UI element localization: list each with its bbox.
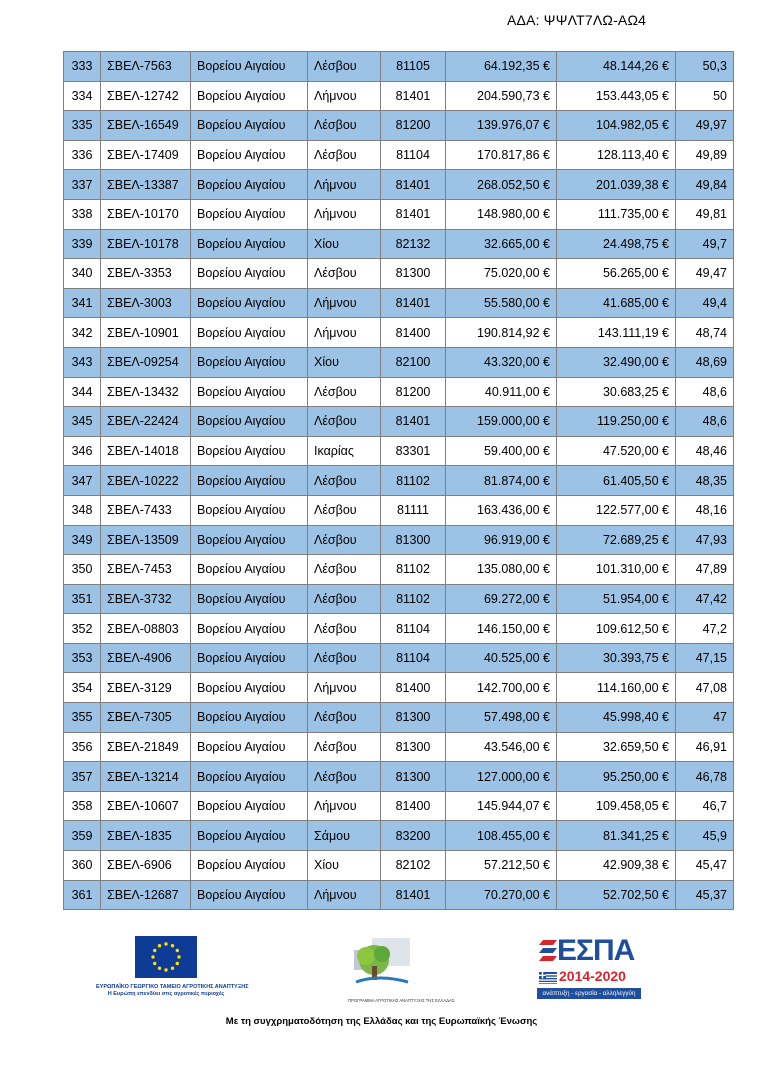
row-number-cell: 343 xyxy=(64,347,101,377)
postal-code-cell: 81400 xyxy=(381,673,446,703)
table-row xyxy=(64,81,734,111)
score-cell: 47,42 xyxy=(676,584,734,614)
application-code-cell: ΣΒΕΛ-10901 xyxy=(101,318,191,348)
postal-code-cell: 82132 xyxy=(381,229,446,259)
row-number-cell: 348 xyxy=(64,495,101,525)
score-cell: 50 xyxy=(676,81,734,111)
table-row xyxy=(64,821,734,851)
application-code-cell: ΣΒΕΛ-21849 xyxy=(101,732,191,762)
score-cell: 49,97 xyxy=(676,111,734,141)
postal-code-cell: 81200 xyxy=(381,111,446,141)
application-code-cell: ΣΒΕΛ-09254 xyxy=(101,347,191,377)
score-cell: 47,08 xyxy=(676,673,734,703)
score-cell: 46,7 xyxy=(676,791,734,821)
table-row xyxy=(64,407,734,437)
total-budget-cell: 57.498,00 € xyxy=(446,703,557,733)
application-code-cell: ΣΒΕΛ-14018 xyxy=(101,436,191,466)
regional-unit-cell: Λέσβου xyxy=(308,495,381,525)
regional-unit-cell: Λέσβου xyxy=(308,555,381,585)
regional-unit-cell: Λήμνου xyxy=(308,673,381,703)
row-number-cell: 351 xyxy=(64,584,101,614)
region-cell: Βορείου Αιγαίου xyxy=(191,614,308,644)
application-code-cell: ΣΒΕΛ-22424 xyxy=(101,407,191,437)
region-cell: Βορείου Αιγαίου xyxy=(191,584,308,614)
regional-unit-cell: Λέσβου xyxy=(308,643,381,673)
score-cell: 47,2 xyxy=(676,614,734,644)
regional-unit-cell: Λέσβου xyxy=(308,140,381,170)
table-row xyxy=(64,288,734,318)
total-budget-cell: 32.665,00 € xyxy=(446,229,557,259)
region-cell: Βορείου Αιγαίου xyxy=(191,199,308,229)
eu-star-icon xyxy=(151,955,154,958)
total-budget-cell: 81.874,00 € xyxy=(446,466,557,496)
row-number-cell: 339 xyxy=(64,229,101,259)
espa-stripes-icon xyxy=(537,936,559,966)
regional-unit-cell: Λέσβου xyxy=(308,525,381,555)
table-row xyxy=(64,525,734,555)
public-expenditure-cell: 101.310,00 € xyxy=(557,555,676,585)
postal-code-cell: 81102 xyxy=(381,466,446,496)
row-number-cell: 355 xyxy=(64,703,101,733)
application-code-cell: ΣΒΕΛ-16549 xyxy=(101,111,191,141)
regional-unit-cell: Λήμνου xyxy=(308,288,381,318)
postal-code-cell: 81401 xyxy=(381,81,446,111)
row-number-cell: 333 xyxy=(64,52,101,82)
application-code-cell: ΣΒΕΛ-7433 xyxy=(101,495,191,525)
row-number-cell: 344 xyxy=(64,377,101,407)
eu-caption-1: ΕΥΡΩΠΑΪΚΟ ΓΕΩΡΓΙΚΟ ΤΑΜΕΙΟ ΑΓΡΟΤΙΚΗΣ ΑΝΑΠΤΥΞΗΣ xyxy=(96,984,249,990)
score-cell: 48,46 xyxy=(676,436,734,466)
greek-flag-icon xyxy=(539,972,557,984)
public-expenditure-cell: 81.341,25 € xyxy=(557,821,676,851)
beneficiaries-table xyxy=(63,51,734,910)
eu-star-icon xyxy=(153,949,156,952)
footer-logos xyxy=(0,936,763,1016)
row-number-cell: 347 xyxy=(64,466,101,496)
region-cell: Βορείου Αιγαίου xyxy=(191,52,308,82)
table-row xyxy=(64,584,734,614)
postal-code-cell: 81300 xyxy=(381,525,446,555)
total-budget-cell: 190.814,92 € xyxy=(446,318,557,348)
regional-unit-cell: Σάμου xyxy=(308,821,381,851)
table-row xyxy=(64,851,734,881)
region-cell: Βορείου Αιγαίου xyxy=(191,703,308,733)
public-expenditure-cell: 72.689,25 € xyxy=(557,525,676,555)
table-row xyxy=(64,347,734,377)
total-budget-cell: 142.700,00 € xyxy=(446,673,557,703)
total-budget-cell: 139.976,07 € xyxy=(446,111,557,141)
score-cell: 48,35 xyxy=(676,466,734,496)
application-code-cell: ΣΒΕΛ-13214 xyxy=(101,762,191,792)
application-code-cell: ΣΒΕΛ-7453 xyxy=(101,555,191,585)
table-row xyxy=(64,614,734,644)
postal-code-cell: 82100 xyxy=(381,347,446,377)
region-cell: Βορείου Αιγαίου xyxy=(191,407,308,437)
regional-unit-cell: Λέσβου xyxy=(308,762,381,792)
row-number-cell: 342 xyxy=(64,318,101,348)
public-expenditure-cell: 42.909,38 € xyxy=(557,851,676,881)
region-cell: Βορείου Αιγαίου xyxy=(191,880,308,910)
postal-code-cell: 81401 xyxy=(381,288,446,318)
regional-unit-cell: Λέσβου xyxy=(308,111,381,141)
public-expenditure-cell: 111.735,00 € xyxy=(557,199,676,229)
postal-code-cell: 83200 xyxy=(381,821,446,851)
postal-code-cell: 81104 xyxy=(381,614,446,644)
row-number-cell: 352 xyxy=(64,614,101,644)
row-number-cell: 350 xyxy=(64,555,101,585)
total-budget-cell: 108.455,00 € xyxy=(446,821,557,851)
postal-code-cell: 81401 xyxy=(381,880,446,910)
postal-code-cell: 81400 xyxy=(381,791,446,821)
region-cell: Βορείου Αιγαίου xyxy=(191,732,308,762)
row-number-cell: 334 xyxy=(64,81,101,111)
total-budget-cell: 40.911,00 € xyxy=(446,377,557,407)
row-number-cell: 359 xyxy=(64,821,101,851)
total-budget-cell: 148.980,00 € xyxy=(446,199,557,229)
region-cell: Βορείου Αιγαίου xyxy=(191,377,308,407)
score-cell: 49,81 xyxy=(676,199,734,229)
total-budget-cell: 170.817,86 € xyxy=(446,140,557,170)
regional-unit-cell: Λήμνου xyxy=(308,791,381,821)
regional-unit-cell: Λέσβου xyxy=(308,703,381,733)
postal-code-cell: 81300 xyxy=(381,732,446,762)
region-cell: Βορείου Αιγαίου xyxy=(191,851,308,881)
row-number-cell: 335 xyxy=(64,111,101,141)
region-cell: Βορείου Αιγαίου xyxy=(191,525,308,555)
row-number-cell: 361 xyxy=(64,880,101,910)
regional-unit-cell: Λήμνου xyxy=(308,880,381,910)
regional-unit-cell: Λέσβου xyxy=(308,466,381,496)
total-budget-cell: 64.192,35 € xyxy=(446,52,557,82)
score-cell: 47 xyxy=(676,703,734,733)
table-row xyxy=(64,880,734,910)
public-expenditure-cell: 109.612,50 € xyxy=(557,614,676,644)
row-number-cell: 338 xyxy=(64,199,101,229)
region-cell: Βορείου Αιγαίου xyxy=(191,140,308,170)
eu-star-icon xyxy=(164,968,167,971)
table-row xyxy=(64,555,734,585)
region-cell: Βορείου Αιγαίου xyxy=(191,821,308,851)
region-cell: Βορείου Αιγαίου xyxy=(191,288,308,318)
regional-unit-cell: Λέσβου xyxy=(308,259,381,289)
score-cell: 48,16 xyxy=(676,495,734,525)
postal-code-cell: 81102 xyxy=(381,584,446,614)
region-cell: Βορείου Αιγαίου xyxy=(191,229,308,259)
total-budget-cell: 59.400,00 € xyxy=(446,436,557,466)
postal-code-cell: 81300 xyxy=(381,259,446,289)
espa-logo xyxy=(537,934,641,997)
public-expenditure-cell: 143.111,19 € xyxy=(557,318,676,348)
score-cell: 46,91 xyxy=(676,732,734,762)
score-cell: 48,74 xyxy=(676,318,734,348)
table-row xyxy=(64,791,734,821)
public-expenditure-cell: 47.520,00 € xyxy=(557,436,676,466)
regional-unit-cell: Ικαρίας xyxy=(308,436,381,466)
region-cell: Βορείου Αιγαίου xyxy=(191,762,308,792)
total-budget-cell: 146.150,00 € xyxy=(446,614,557,644)
table-row xyxy=(64,259,734,289)
total-budget-cell: 159.000,00 € xyxy=(446,407,557,437)
eu-star-icon xyxy=(176,962,179,965)
public-expenditure-cell: 119.250,00 € xyxy=(557,407,676,437)
postal-code-cell: 81300 xyxy=(381,762,446,792)
postal-code-cell: 81111 xyxy=(381,495,446,525)
total-budget-cell: 55.580,00 € xyxy=(446,288,557,318)
public-expenditure-cell: 51.954,00 € xyxy=(557,584,676,614)
regional-unit-cell: Λέσβου xyxy=(308,377,381,407)
postal-code-cell: 81104 xyxy=(381,140,446,170)
table-row xyxy=(64,318,734,348)
region-cell: Βορείου Αιγαίου xyxy=(191,111,308,141)
postal-code-cell: 81300 xyxy=(381,703,446,733)
score-cell: 50,3 xyxy=(676,52,734,82)
table-row xyxy=(64,762,734,792)
regional-unit-cell: Λέσβου xyxy=(308,52,381,82)
public-expenditure-cell: 201.039,38 € xyxy=(557,170,676,200)
public-expenditure-cell: 128.113,40 € xyxy=(557,140,676,170)
total-budget-cell: 127.000,00 € xyxy=(446,762,557,792)
eu-star-icon xyxy=(153,962,156,965)
score-cell: 47,89 xyxy=(676,555,734,585)
total-budget-cell: 57.212,50 € xyxy=(446,851,557,881)
eu-star-icon xyxy=(171,944,174,947)
total-budget-cell: 135.080,00 € xyxy=(446,555,557,585)
score-cell: 48,6 xyxy=(676,377,734,407)
regional-unit-cell: Λέσβου xyxy=(308,407,381,437)
row-number-cell: 354 xyxy=(64,673,101,703)
regional-unit-cell: Λήμνου xyxy=(308,81,381,111)
table-row xyxy=(64,140,734,170)
public-expenditure-cell: 61.405,50 € xyxy=(557,466,676,496)
cofunding-statement: Με τη συγχρηματοδότηση της Ελλάδας και της Ευρωπαϊκής Ένωσης xyxy=(225,1016,538,1027)
postal-code-cell: 81401 xyxy=(381,170,446,200)
application-code-cell: ΣΒΕΛ-08803 xyxy=(101,614,191,644)
row-number-cell: 336 xyxy=(64,140,101,170)
total-budget-cell: 163.436,00 € xyxy=(446,495,557,525)
table-row xyxy=(64,466,734,496)
postal-code-cell: 81102 xyxy=(381,555,446,585)
score-cell: 48,69 xyxy=(676,347,734,377)
postal-code-cell: 81401 xyxy=(381,407,446,437)
program-caption: ΠΡΟΓΡΑΜΜΑ ΑΓΡΟΤΙΚΗΣ ΑΝΑΠΤΥΞΗΣ ΤΗΣ ΕΛΛΑΔΑΣ xyxy=(348,998,455,1003)
application-code-cell: ΣΒΕΛ-13509 xyxy=(101,525,191,555)
regional-unit-cell: Λέσβου xyxy=(308,732,381,762)
application-code-cell: ΣΒΕΛ-13387 xyxy=(101,170,191,200)
total-budget-cell: 69.272,00 € xyxy=(446,584,557,614)
postal-code-cell: 83301 xyxy=(381,436,446,466)
table-row xyxy=(64,673,734,703)
row-number-cell: 357 xyxy=(64,762,101,792)
public-expenditure-cell: 30.683,25 € xyxy=(557,377,676,407)
regional-unit-cell: Χίου xyxy=(308,347,381,377)
public-expenditure-cell: 45.998,40 € xyxy=(557,703,676,733)
region-cell: Βορείου Αιγαίου xyxy=(191,495,308,525)
public-expenditure-cell: 153.443,05 € xyxy=(557,81,676,111)
total-budget-cell: 75.020,00 € xyxy=(446,259,557,289)
public-expenditure-cell: 56.265,00 € xyxy=(557,259,676,289)
row-number-cell: 341 xyxy=(64,288,101,318)
espa-years: 2014-2020 xyxy=(559,968,626,984)
ada-code: ΑΔΑ: ΨΨΛΤ7ΛΩ-ΑΩ4 xyxy=(507,12,647,28)
public-expenditure-cell: 109.458,05 € xyxy=(557,791,676,821)
total-budget-cell: 268.052,50 € xyxy=(446,170,557,200)
postal-code-cell: 82102 xyxy=(381,851,446,881)
application-code-cell: ΣΒΕΛ-7563 xyxy=(101,52,191,82)
eu-star-icon xyxy=(158,944,161,947)
postal-code-cell: 81400 xyxy=(381,318,446,348)
region-cell: Βορείου Αιγαίου xyxy=(191,318,308,348)
application-code-cell: ΣΒΕΛ-7305 xyxy=(101,703,191,733)
eu-star-icon xyxy=(164,942,167,945)
table-row xyxy=(64,229,734,259)
eu-star-icon xyxy=(177,955,180,958)
application-code-cell: ΣΒΕΛ-3003 xyxy=(101,288,191,318)
postal-code-cell: 81401 xyxy=(381,199,446,229)
public-expenditure-cell: 48.144,26 € xyxy=(557,52,676,82)
eu-caption-2: Η Ευρώπη επενδύει στις αγροτικές περιοχές xyxy=(107,991,225,997)
region-cell: Βορείου Αιγαίου xyxy=(191,81,308,111)
regional-unit-cell: Λέσβου xyxy=(308,614,381,644)
score-cell: 49,4 xyxy=(676,288,734,318)
table-row xyxy=(64,703,734,733)
region-cell: Βορείου Αιγαίου xyxy=(191,466,308,496)
table-row xyxy=(64,732,734,762)
table-row xyxy=(64,377,734,407)
table-row xyxy=(64,52,734,82)
postal-code-cell: 81104 xyxy=(381,643,446,673)
table-row xyxy=(64,170,734,200)
region-cell: Βορείου Αιγαίου xyxy=(191,791,308,821)
postal-code-cell: 81105 xyxy=(381,52,446,82)
score-cell: 45,37 xyxy=(676,880,734,910)
total-budget-cell: 43.320,00 € xyxy=(446,347,557,377)
row-number-cell: 360 xyxy=(64,851,101,881)
application-code-cell: ΣΒΕΛ-12687 xyxy=(101,880,191,910)
row-number-cell: 337 xyxy=(64,170,101,200)
public-expenditure-cell: 122.577,00 € xyxy=(557,495,676,525)
public-expenditure-cell: 114.160,00 € xyxy=(557,673,676,703)
public-expenditure-cell: 32.490,00 € xyxy=(557,347,676,377)
espa-slogan: ανάπτυξη - εργασία - αλληλεγγύη xyxy=(537,988,641,999)
rural-development-program-logo xyxy=(348,936,455,1004)
eu-star-icon xyxy=(176,949,179,952)
region-cell: Βορείου Αιγαίου xyxy=(191,555,308,585)
table-row xyxy=(64,643,734,673)
application-code-cell: ΣΒΕΛ-12742 xyxy=(101,81,191,111)
application-code-cell: ΣΒΕΛ-10607 xyxy=(101,791,191,821)
regional-unit-cell: Λήμνου xyxy=(308,199,381,229)
application-code-cell: ΣΒΕΛ-10222 xyxy=(101,466,191,496)
table-row xyxy=(64,436,734,466)
score-cell: 49,7 xyxy=(676,229,734,259)
score-cell: 48,6 xyxy=(676,407,734,437)
application-code-cell: ΣΒΕΛ-3129 xyxy=(101,673,191,703)
tree-icon xyxy=(348,936,416,992)
row-number-cell: 356 xyxy=(64,732,101,762)
table-row xyxy=(64,199,734,229)
eu-agricultural-fund-logo xyxy=(96,936,249,998)
score-cell: 47,93 xyxy=(676,525,734,555)
region-cell: Βορείου Αιγαίου xyxy=(191,673,308,703)
score-cell: 45,47 xyxy=(676,851,734,881)
application-code-cell: ΣΒΕΛ-10178 xyxy=(101,229,191,259)
public-expenditure-cell: 32.659,50 € xyxy=(557,732,676,762)
row-number-cell: 340 xyxy=(64,259,101,289)
total-budget-cell: 40.525,00 € xyxy=(446,643,557,673)
row-number-cell: 346 xyxy=(64,436,101,466)
region-cell: Βορείου Αιγαίου xyxy=(191,170,308,200)
application-code-cell: ΣΒΕΛ-4906 xyxy=(101,643,191,673)
eu-star-icon xyxy=(158,967,161,970)
postal-code-cell: 81200 xyxy=(381,377,446,407)
table-row xyxy=(64,111,734,141)
regional-unit-cell: Λέσβου xyxy=(308,584,381,614)
eu-flag-icon xyxy=(135,936,197,978)
row-number-cell: 349 xyxy=(64,525,101,555)
public-expenditure-cell: 95.250,00 € xyxy=(557,762,676,792)
regional-unit-cell: Χίου xyxy=(308,851,381,881)
regional-unit-cell: Χίου xyxy=(308,229,381,259)
regional-unit-cell: Λήμνου xyxy=(308,170,381,200)
application-code-cell: ΣΒΕΛ-10170 xyxy=(101,199,191,229)
total-budget-cell: 70.270,00 € xyxy=(446,880,557,910)
table-row xyxy=(64,495,734,525)
region-cell: Βορείου Αιγαίου xyxy=(191,347,308,377)
application-code-cell: ΣΒΕΛ-13432 xyxy=(101,377,191,407)
score-cell: 49,84 xyxy=(676,170,734,200)
application-code-cell: ΣΒΕΛ-3353 xyxy=(101,259,191,289)
score-cell: 47,15 xyxy=(676,643,734,673)
public-expenditure-cell: 24.498,75 € xyxy=(557,229,676,259)
region-cell: Βορείου Αιγαίου xyxy=(191,436,308,466)
public-expenditure-cell: 30.393,75 € xyxy=(557,643,676,673)
public-expenditure-cell: 52.702,50 € xyxy=(557,880,676,910)
public-expenditure-cell: 104.982,05 € xyxy=(557,111,676,141)
row-number-cell: 345 xyxy=(64,407,101,437)
total-budget-cell: 145.944,07 € xyxy=(446,791,557,821)
application-code-cell: ΣΒΕΛ-6906 xyxy=(101,851,191,881)
score-cell: 49,89 xyxy=(676,140,734,170)
region-cell: Βορείου Αιγαίου xyxy=(191,643,308,673)
total-budget-cell: 96.919,00 € xyxy=(446,525,557,555)
score-cell: 46,78 xyxy=(676,762,734,792)
score-cell: 49,47 xyxy=(676,259,734,289)
application-code-cell: ΣΒΕΛ-17409 xyxy=(101,140,191,170)
total-budget-cell: 43.546,00 € xyxy=(446,732,557,762)
region-cell: Βορείου Αιγαίου xyxy=(191,259,308,289)
public-expenditure-cell: 41.685,00 € xyxy=(557,288,676,318)
row-number-cell: 353 xyxy=(64,643,101,673)
eu-star-icon xyxy=(171,967,174,970)
total-budget-cell: 204.590,73 € xyxy=(446,81,557,111)
row-number-cell: 358 xyxy=(64,791,101,821)
regional-unit-cell: Λήμνου xyxy=(308,318,381,348)
score-cell: 45,9 xyxy=(676,821,734,851)
application-code-cell: ΣΒΕΛ-1835 xyxy=(101,821,191,851)
espa-title: ΕΣΠΑ xyxy=(557,934,635,967)
application-code-cell: ΣΒΕΛ-3732 xyxy=(101,584,191,614)
